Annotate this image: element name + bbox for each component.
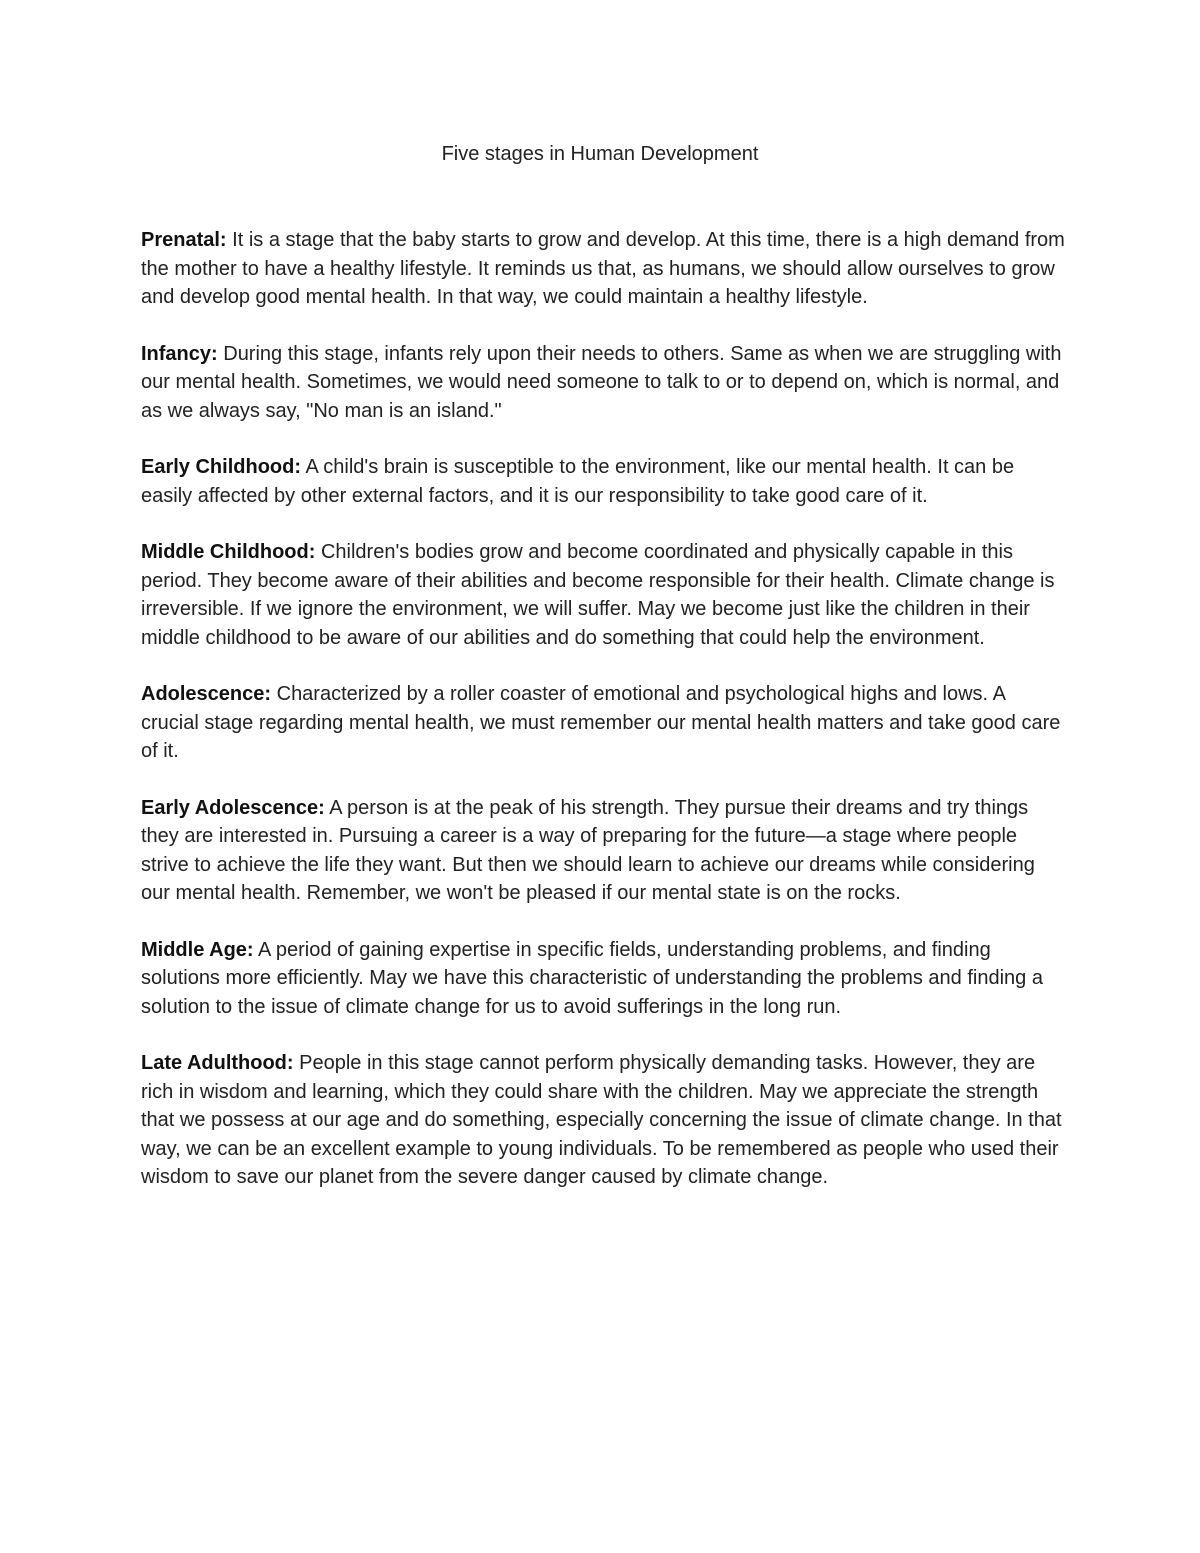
section-middle-childhood bbox=[141, 538, 1066, 652]
section-adolescence bbox=[141, 680, 1066, 766]
section-late-adulthood bbox=[141, 1049, 1066, 1192]
section-prenatal bbox=[141, 226, 1066, 312]
section-term: Infancy: bbox=[141, 342, 218, 365]
section-middle-age bbox=[141, 936, 1066, 1022]
section-term: Middle Age: bbox=[141, 938, 254, 961]
section-early-childhood bbox=[141, 453, 1066, 510]
section-text: During this stage, infants rely upon their needs to others. Same as when we are struggling with our mental health. Sometimes, we would need someone to talk to or to depend on, which is normal, and as we always say, "No man is an island." bbox=[141, 342, 1062, 422]
document-title: Five stages in Human Development bbox=[441, 143, 759, 165]
section-term: Early Adolescence: bbox=[141, 796, 325, 819]
section-term: Middle Childhood: bbox=[141, 541, 316, 563]
section-text: A child's brain is susceptible to the environment, like our mental health. It can be easily affected by other external factors, and it is our responsibility to take good care of it. bbox=[141, 456, 1015, 507]
section-term: Adolescence: bbox=[141, 683, 272, 705]
section-term: Prenatal: bbox=[141, 229, 227, 251]
section-text: Characterized by a roller coaster of emotional and psychological highs and lows. A crucial stage regarding mental health, we must remember our mental health matters and take good care of it. bbox=[141, 683, 1061, 762]
section-infancy bbox=[141, 340, 1066, 426]
section-text: A person is at the peak of his strength. They pursue their dreams and try things they are interested in. Pursuing a career is a way of preparing for the future—a stage where people strive to achieve the life they want. But then we should learn to achieve our dreams while considering our mental health. Remember, we won't be pleased if our mental state is on the rocks. bbox=[141, 796, 1035, 904]
section-text: Children's bodies grow and become coordinated and physically capable in this period. They become aware of their abilities and become responsible for their health. Climate change is irreversible. If we ignore the environment, we will suffer. May we become just like the children in their middle childhood to be aware of our abilities and do something that could help the environment. bbox=[141, 541, 1055, 649]
section-term: Late Adulthood: bbox=[141, 1052, 294, 1074]
section-text: A period of gaining expertise in specific fields, understanding problems, and finding solutions more efficiently. May we have this characteristic of understanding the problems and finding a solution to the issue of climate change for us to avoid sufferings in the long run. bbox=[141, 938, 1043, 1018]
section-text: People in this stage cannot perform physically demanding tasks. However, they are rich in wisdom and learning, which they could share with the children. May we appreciate the strength that we possess at our age and do something, especially concerning the issue of climate change. In that way, we can be an excellent example to young individuals. To be remembered as people who used their wisdom to save our planet from the severe danger caused by climate change. bbox=[141, 1052, 1062, 1188]
section-term: Early Childhood: bbox=[141, 456, 301, 478]
section-text: It is a stage that the baby starts to grow and develop. At this time, there is a high demand from the mother to have a healthy lifestyle. It reminds us that, as humans, we should allow ourselves to grow and develop good mental health. In that way, we could maintain a healthy lifestyle. bbox=[141, 229, 1065, 308]
document-body bbox=[141, 226, 1066, 1220]
section-early-adolescence bbox=[141, 794, 1066, 908]
